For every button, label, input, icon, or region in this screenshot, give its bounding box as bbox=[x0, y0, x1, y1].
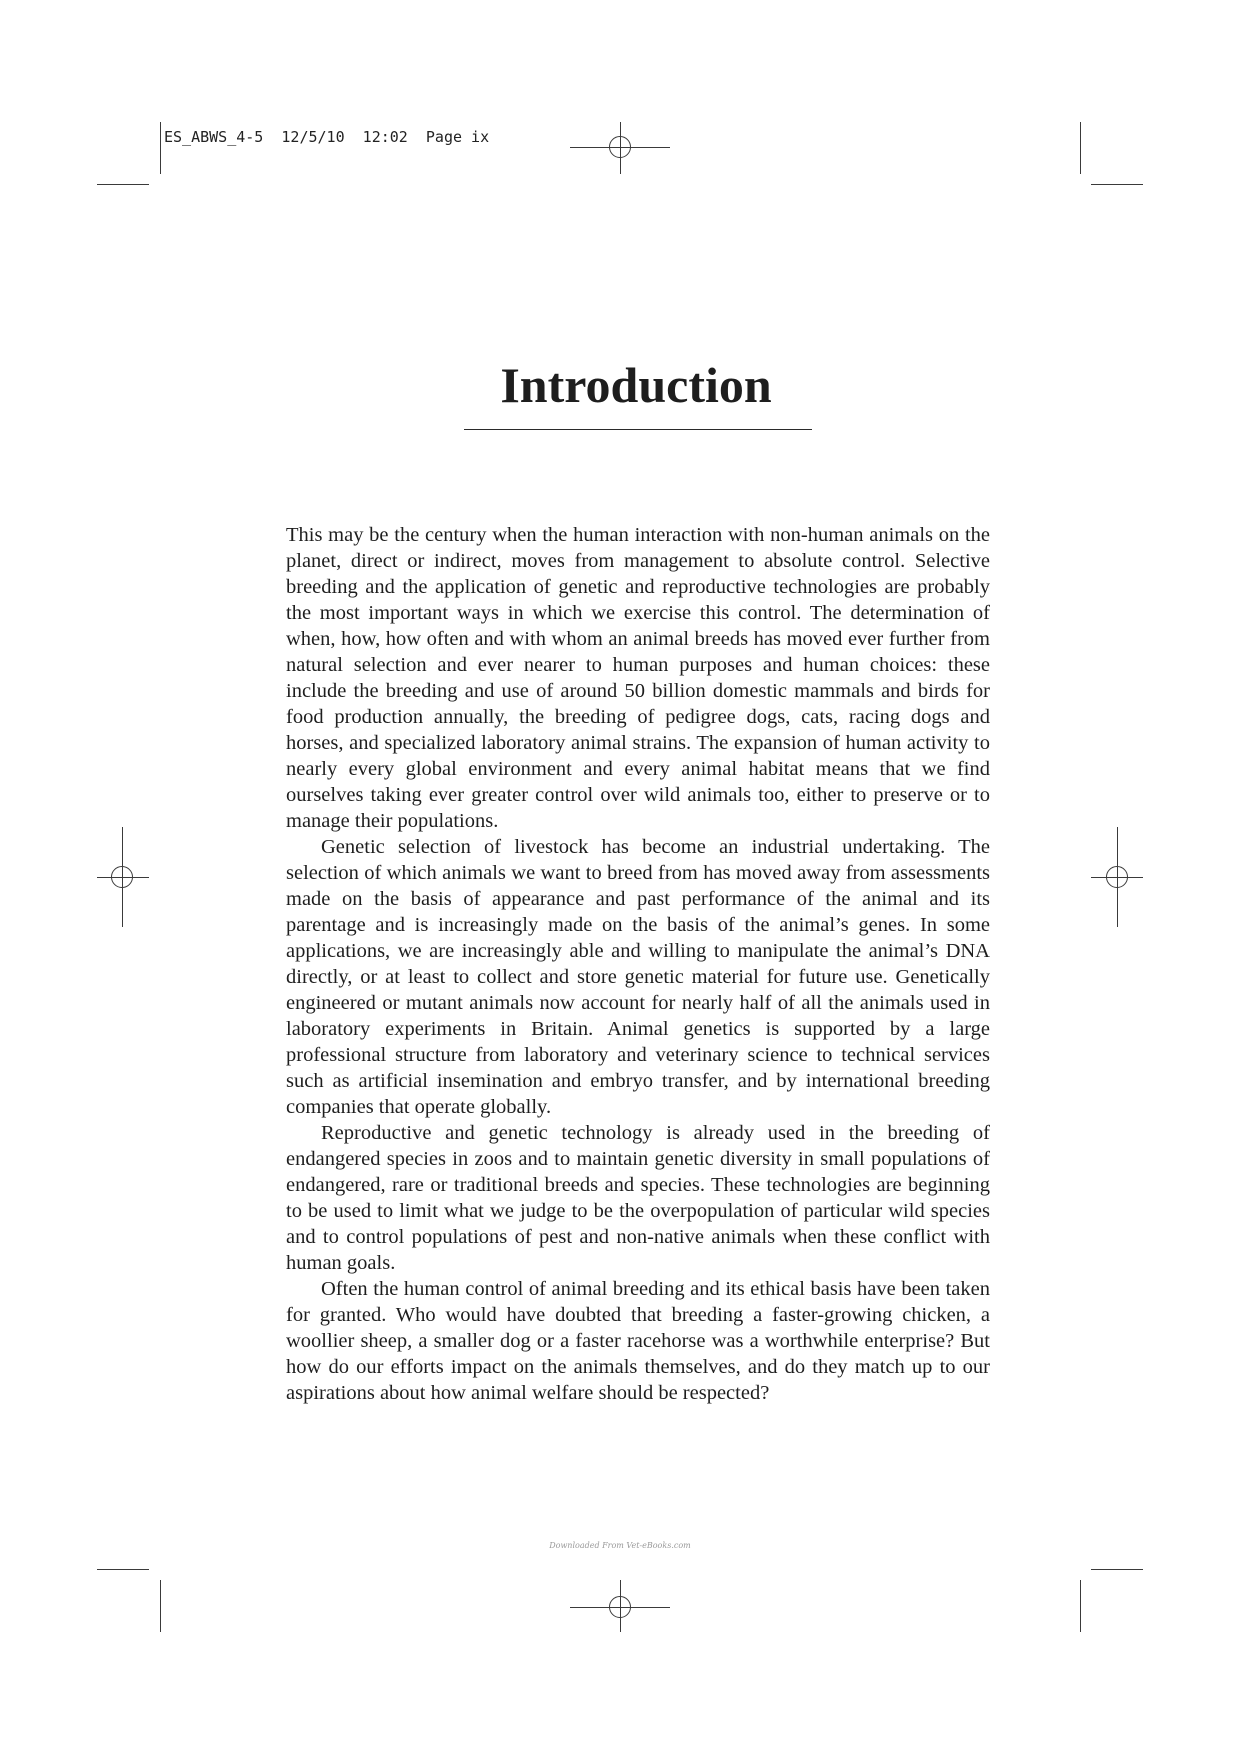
registration-mark-left-circle bbox=[111, 866, 133, 888]
registration-mark-bottom-circle bbox=[609, 1596, 631, 1618]
paragraph-1: This may be the century when the human interaction with non-human animals on the planet, direct or indirect, moves from management to absolute control. Selective breeding and the application of genetic and reproductive technologies are probably the most important ways in which we exercise this control. The determination of when, how, how often and with whom an animal breeds has moved ever further from natural selection and ever nearer to human purposes and human choices: these include the breeding and use of around 50 billion domestic mammals and birds for food production annually, the breeding of pedigree dogs, cats, racing dogs and horses, and specialized laboratory animal strains. The expansion of human activity to nearly every global environment and every animal habitat means that we find ourselves taking ever greater control over wild animals too, either to preserve or to manage their populations. bbox=[286, 524, 990, 832]
crop-mark-bottom-left-vertical bbox=[160, 1580, 161, 1632]
download-watermark: Downloaded From Vet-eBooks.com bbox=[549, 1541, 691, 1550]
title-underline-rule bbox=[464, 429, 812, 430]
paragraph-3: Reproductive and genetic technology is already used in the breeding of endangered species in zoos and to maintain genetic diversity in small populations of endangered, rare or traditional breeds and species. These technologies are beginning to be used to limit what we judge to be the overpopulation of particular wild species and to control populations of pest and non-native animals when these conflict with human goals. bbox=[286, 1122, 990, 1274]
crop-mark-top-right-vertical bbox=[1080, 122, 1081, 174]
body-text bbox=[286, 522, 990, 1406]
paragraph-2: Genetic selection of livestock has become an industrial undertaking. The selection of which animals we want to breed from has moved away from assessments made on the basis of appearance and past performance of the animal and its parentage and is increasingly made on the basis of the animal’s genes. In some applications, we are increasingly able and willing to manipulate the animal’s DNA directly, or at least to collect and store genetic material for future use. Genetically engineered or mutant animals now account for nearly half of all the animals used in laboratory experiments in Britain. Animal genetics is supported by a large professional structure from laboratory and veterinary science to technical services such as artificial insemination and embryo transfer, and by international breeding companies that operate globally. bbox=[286, 836, 990, 1118]
slug-line: ES_ABWS_4-5 12/5/10 12:02 Page ix bbox=[164, 128, 490, 146]
crop-mark-bottom-left-horizontal bbox=[97, 1569, 149, 1570]
crop-mark-top-right-horizontal bbox=[1091, 184, 1143, 185]
crop-mark-bottom-right-vertical bbox=[1080, 1580, 1081, 1632]
crop-mark-bottom-right-horizontal bbox=[1091, 1569, 1143, 1570]
paragraph-4: Often the human control of animal breeding and its ethical basis have been taken for granted. Who would have doubted that breeding a faster-growing chicken, a woollier sheep, a smaller dog or a faster racehorse was a worthwhile enterprise? But how do our efforts impact on the animals themselves, and do they match up to our aspirations about how animal welfare should be respected? bbox=[286, 1278, 990, 1404]
registration-mark-right-circle bbox=[1106, 866, 1128, 888]
crop-mark-top-left-horizontal bbox=[97, 184, 149, 185]
crop-mark-top-left-vertical bbox=[160, 122, 161, 174]
registration-mark-top-circle bbox=[609, 136, 631, 158]
chapter-title: Introduction bbox=[500, 357, 772, 413]
